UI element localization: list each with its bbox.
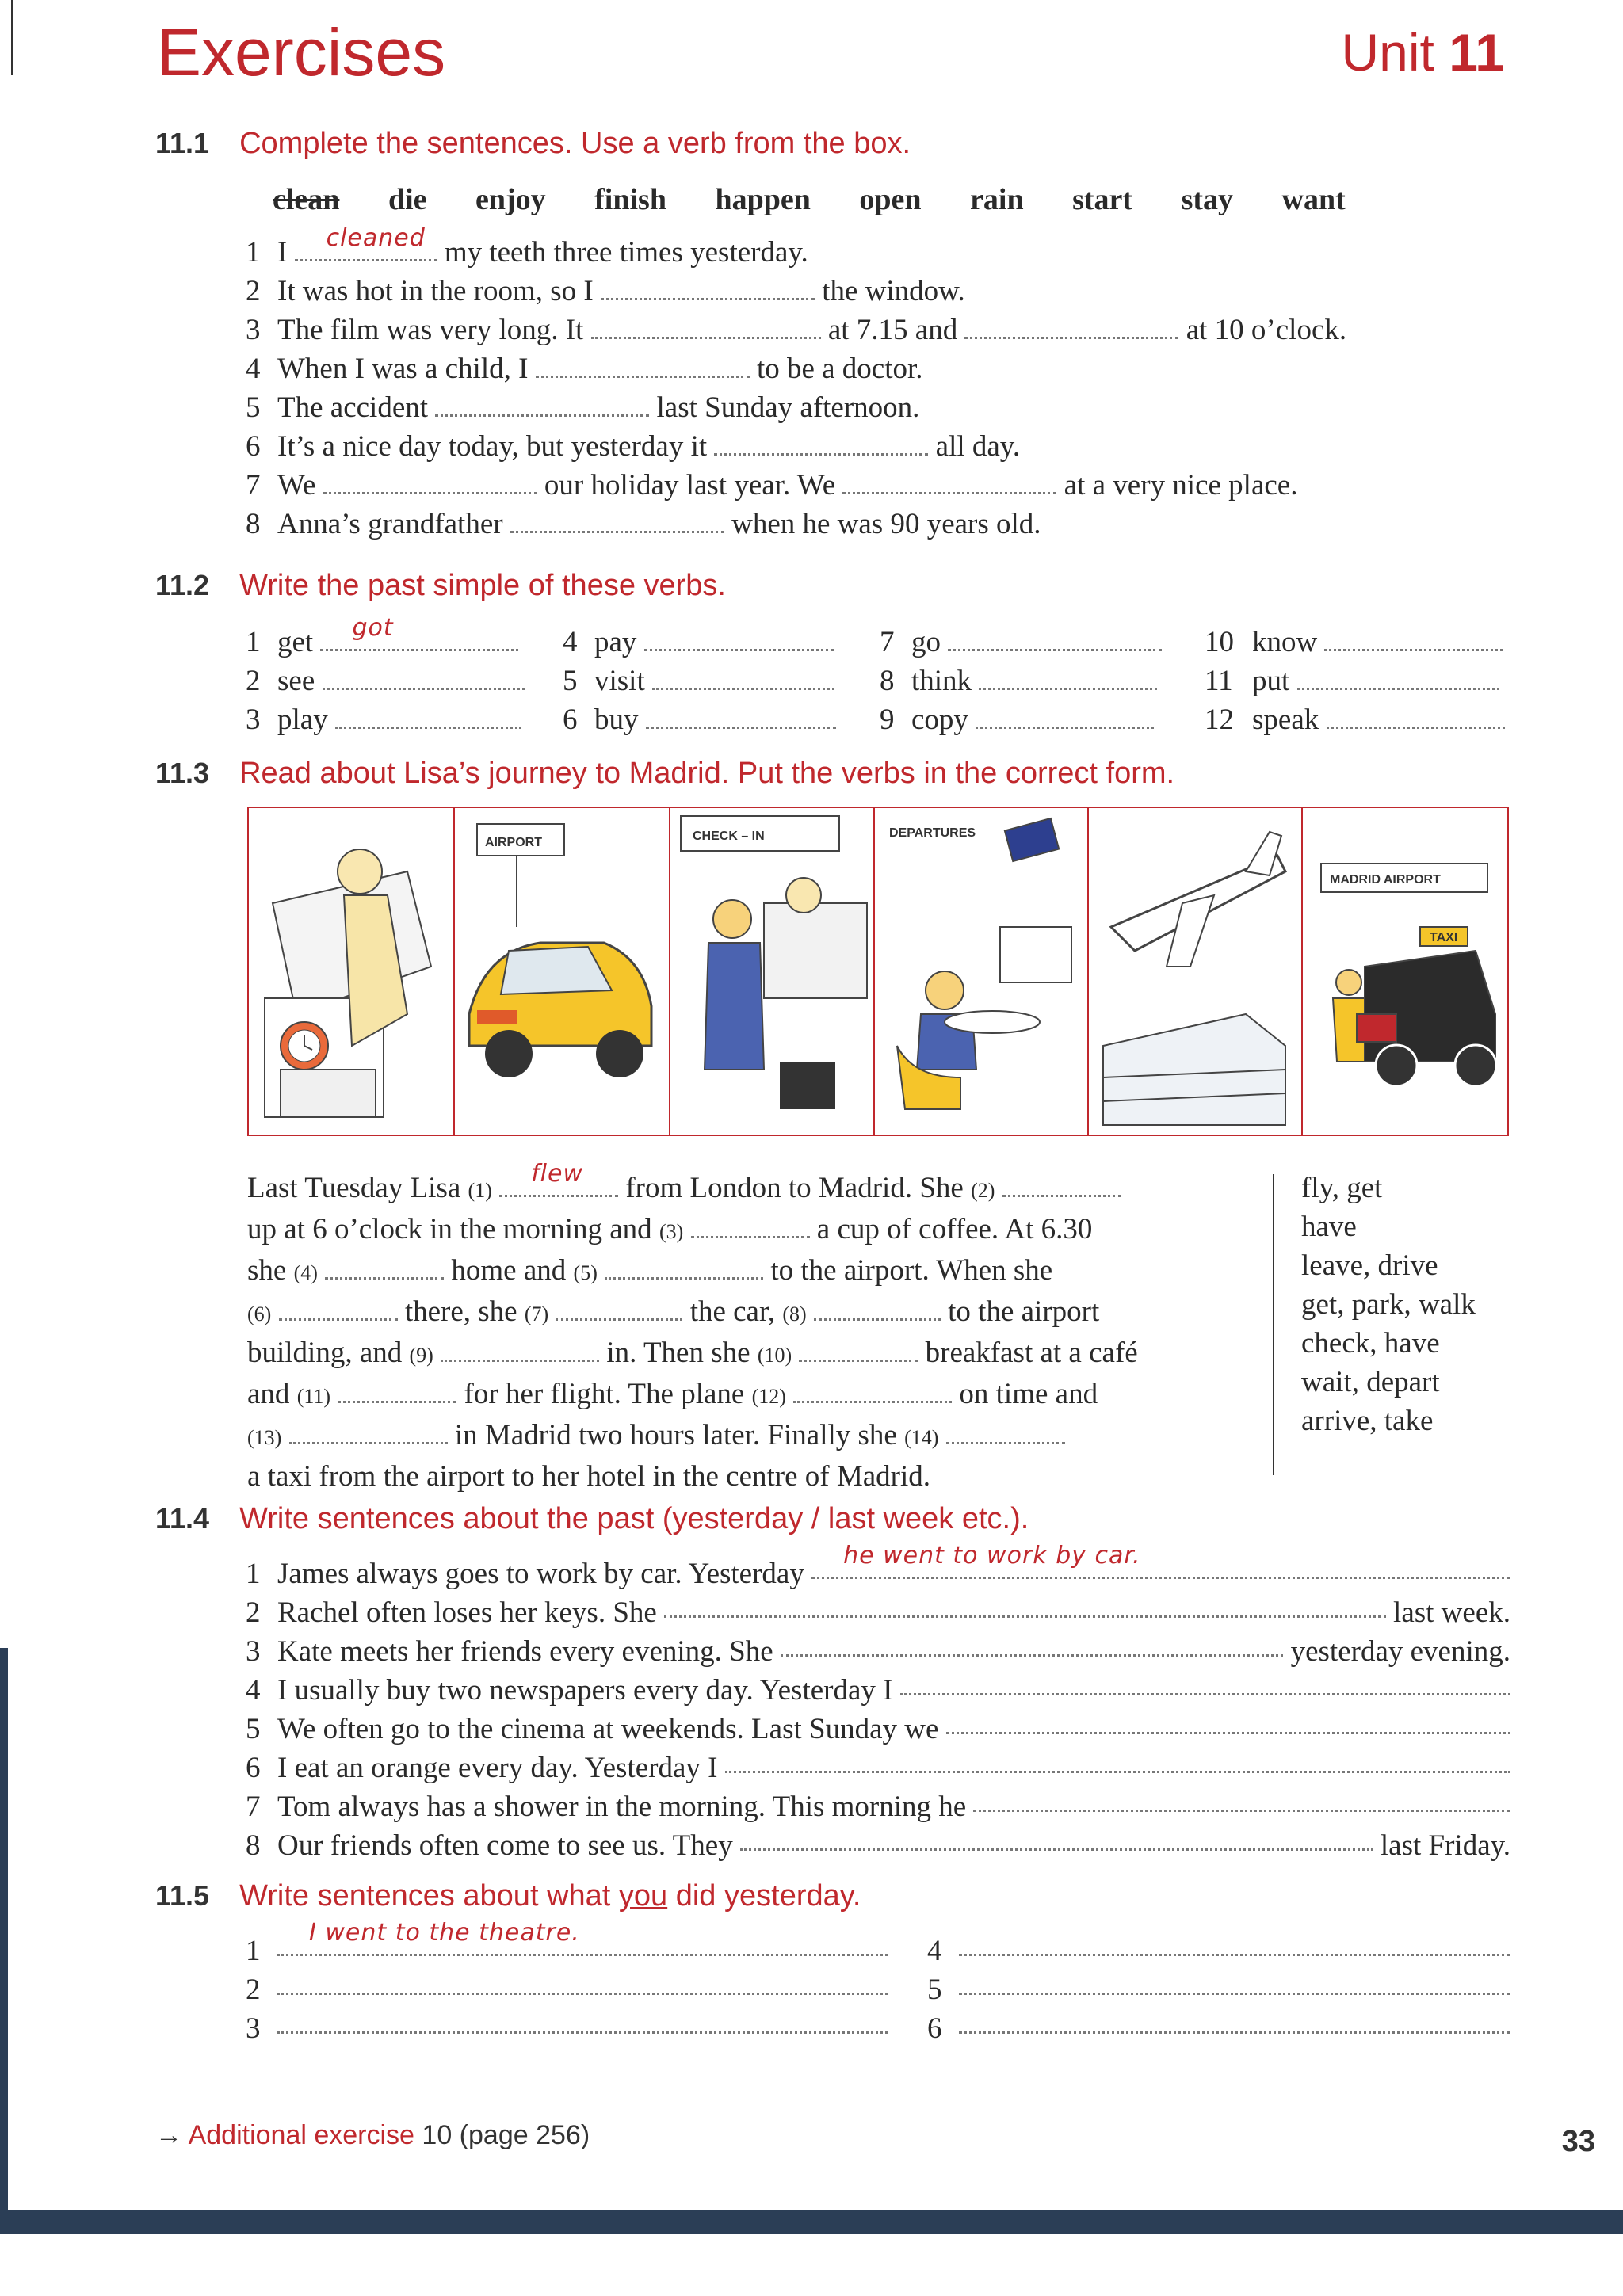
sentence-number: 5	[246, 1713, 261, 1745]
verb-list	[1301, 1169, 1507, 1440]
story-text-part: breakfast at a café	[925, 1337, 1138, 1369]
sentence-text: the window.	[822, 275, 965, 307]
answer-blank[interactable]	[605, 1255, 763, 1280]
airplane-illustration	[1087, 808, 1301, 1135]
answer-blank[interactable]	[946, 1420, 1065, 1444]
story-text-part: she	[247, 1254, 287, 1287]
sentence-text: last week.	[1393, 1596, 1510, 1629]
sentence-text: I	[277, 236, 288, 269]
exercise-header	[155, 757, 1503, 801]
verb: see	[277, 665, 315, 697]
line-number: 5	[927, 1974, 942, 2006]
answer-blank[interactable]	[979, 666, 1157, 690]
line-number: 1	[246, 1935, 261, 1967]
check-in-sign-text: CHECK – IN	[693, 830, 765, 843]
line-number: 6	[927, 2012, 942, 2045]
verb-column	[1205, 623, 1537, 739]
verb: put	[1252, 665, 1290, 697]
answer-blank[interactable]	[900, 1671, 1510, 1695]
answer-blank[interactable]	[338, 1379, 456, 1403]
answer-blank[interactable]	[646, 704, 836, 729]
sentence-text: It’s a nice day today, but yesterday it	[277, 430, 708, 463]
answer-blank[interactable]	[714, 431, 928, 456]
handwritten-answer: got	[352, 614, 394, 642]
item-number: 11	[1205, 665, 1233, 697]
handwritten-answer: flew	[531, 1160, 583, 1188]
answer-blank[interactable]	[964, 315, 1178, 339]
answer-blank[interactable]	[277, 1970, 888, 1995]
answer-blank[interactable]	[959, 1970, 1510, 1995]
sentence-text: my teeth three times yesterday.	[444, 236, 808, 269]
verb-box-word: open	[859, 183, 922, 216]
answer-blank[interactable]	[289, 1420, 448, 1444]
sentence	[246, 224, 1503, 272]
verb: get	[277, 626, 314, 658]
verb: go	[911, 626, 941, 658]
answer-blank[interactable]	[435, 392, 649, 417]
gap-number: (4)	[293, 1261, 318, 1284]
gap-number: (12)	[751, 1385, 786, 1408]
story-line	[247, 1375, 1222, 1416]
exercise-number: 11.2	[155, 569, 210, 601]
item-number: 1	[246, 626, 261, 658]
sentence	[246, 1749, 1510, 1787]
sentence-number: 6	[246, 430, 261, 463]
story-line	[247, 1251, 1222, 1292]
sentence-text: James always goes to work by car. Yesterday	[277, 1558, 804, 1590]
exercise-header	[155, 127, 1503, 171]
answer-blank[interactable]	[793, 1379, 952, 1403]
sentence-text: Kate meets her friends every evening. She	[277, 1635, 773, 1668]
verb-box-word: finish	[594, 183, 666, 216]
sentence-text: at 7.15 and	[827, 314, 958, 346]
answer-blank[interactable]	[691, 1214, 810, 1238]
gap-number: (6)	[247, 1302, 272, 1325]
answer-column	[927, 1932, 1510, 2048]
story-text-part: the car,	[689, 1295, 776, 1328]
unit-label	[1342, 22, 1505, 82]
answer-blank[interactable]	[320, 614, 518, 651]
answer-blank[interactable]	[1327, 704, 1505, 729]
story-text-part: in. Then she	[606, 1337, 750, 1369]
answer-line	[246, 1970, 888, 2009]
departures-cafe-illustration	[873, 808, 1087, 1135]
verb-list-item: get, park, walk	[1301, 1288, 1476, 1321]
verb-item	[1205, 662, 1537, 700]
answer-line	[927, 2009, 1510, 2048]
verb-item	[1205, 700, 1537, 739]
line-number: 3	[246, 2012, 261, 2045]
sentence-number: 7	[246, 469, 261, 502]
answer-blank[interactable]	[441, 1337, 599, 1362]
sentence	[246, 1787, 1510, 1826]
story-text	[247, 1160, 1222, 1496]
answer-blank[interactable]	[842, 470, 1056, 494]
panel-plane	[1087, 808, 1303, 1135]
answer-line	[927, 1970, 1510, 2009]
verb-item	[563, 623, 848, 662]
sentence-text: last Friday.	[1380, 1829, 1510, 1862]
story-text-part: to the airport. When she	[770, 1254, 1053, 1287]
sentence-text: all day.	[935, 430, 1021, 463]
verb-grid	[246, 614, 1503, 742]
item-number: 7	[880, 626, 895, 658]
gap-number: (14)	[904, 1426, 939, 1449]
airport-sign-text: AIRPORT	[485, 836, 542, 849]
answer-column	[246, 1919, 888, 2048]
answer-grid	[246, 1919, 1510, 2050]
sentence-list	[246, 224, 1503, 543]
answer-line	[246, 1919, 888, 1970]
sentence-number: 4	[246, 353, 261, 385]
story-text-part: from London to Madrid. She	[625, 1172, 964, 1204]
verb-list-item: fly, get	[1301, 1172, 1383, 1204]
exercise-11-5	[155, 1879, 1510, 2050]
line-number: 2	[246, 1974, 261, 2006]
sentence-number: 8	[246, 1829, 261, 1862]
item-number: 5	[563, 665, 578, 697]
verb-column	[880, 623, 1197, 739]
unit-word: Unit	[1341, 23, 1434, 82]
story-line	[247, 1160, 1222, 1210]
panel-drive	[453, 808, 670, 1135]
sentence-text: When I was a child, I	[277, 353, 529, 385]
answer-blank[interactable]	[781, 1632, 1283, 1657]
answer-blank[interactable]	[959, 2009, 1510, 2034]
item-number: 8	[880, 665, 895, 697]
sentence-number: 4	[246, 1674, 261, 1707]
item-number: 4	[563, 626, 578, 658]
sentence	[246, 388, 1503, 427]
verb: buy	[594, 704, 639, 736]
gap-number: (3)	[659, 1220, 684, 1243]
story-line	[247, 1333, 1222, 1375]
sentence	[246, 466, 1503, 505]
gap-number: (5)	[573, 1261, 598, 1284]
story-line	[247, 1416, 1222, 1457]
handwritten-answer: I went to the theatre.	[309, 1919, 580, 1947]
verb-box	[273, 182, 1503, 227]
sentence-number: 6	[246, 1752, 261, 1784]
bottom-border	[0, 2210, 1623, 2234]
item-number: 12	[1205, 704, 1234, 736]
sentence-text: Rachel often loses her keys. She	[277, 1596, 657, 1629]
instruction-emphasis: you	[618, 1879, 668, 1913]
story-text-part: to the airport	[948, 1295, 1100, 1328]
left-margin-rule	[11, 0, 13, 75]
verb-item	[246, 662, 531, 700]
story-text-part: up at 6 o’clock in the morning and	[247, 1213, 652, 1245]
answer-blank[interactable]	[556, 1296, 682, 1321]
panel-taxi	[1301, 808, 1506, 1135]
sentence	[246, 272, 1503, 311]
verb: know	[1252, 626, 1318, 658]
exercise-number: 11.5	[155, 1879, 210, 1912]
answer-blank[interactable]	[664, 1593, 1386, 1618]
exercise-11-3	[155, 757, 1503, 801]
verb: copy	[911, 704, 968, 736]
exercise-number: 11.3	[155, 757, 210, 789]
answer-blank[interactable]	[740, 1826, 1373, 1851]
verb-box-word: rain	[970, 183, 1024, 216]
gap-number: (2)	[971, 1179, 995, 1202]
check-in-illustration	[669, 808, 873, 1135]
page-number: 33	[1561, 2125, 1595, 2158]
exercise-instruction: Write sentences about the past (yesterday / last week etc.).	[239, 1502, 1029, 1535]
verb-list-item: arrive, take	[1301, 1405, 1434, 1437]
answer-blank[interactable]	[323, 666, 525, 690]
woman-in-bed-illustration	[249, 808, 453, 1135]
sentence-text: at 10 o’clock.	[1186, 314, 1347, 346]
verb-box-word: happen	[715, 183, 811, 216]
verb-list-item: wait, depart	[1301, 1366, 1440, 1398]
additional-exercise-label: Additional exercise	[188, 2120, 414, 2150]
unit-number: 11	[1449, 23, 1504, 82]
gap-number: (9)	[409, 1344, 433, 1367]
gap-number: (1)	[468, 1179, 492, 1202]
sentence-text: The accident	[277, 391, 429, 424]
item-number: 9	[880, 704, 895, 736]
exercise-instruction: Read about Lisa’s journey to Madrid. Put the verbs in the correct form.	[239, 757, 1175, 790]
answer-blank[interactable]	[1324, 627, 1503, 651]
gap-number: (10)	[757, 1344, 792, 1367]
exercise-header	[155, 1502, 1510, 1547]
gap-number: (13)	[247, 1426, 282, 1449]
sentence-text: our holiday last year. We	[544, 469, 836, 502]
story-text-part: home and	[451, 1254, 567, 1287]
story-text-part: and	[247, 1378, 290, 1410]
verb-item	[880, 662, 1197, 700]
story-line	[247, 1457, 1222, 1496]
sentence-number: 1	[246, 236, 261, 269]
handwritten-answer: cleaned	[326, 224, 426, 252]
gap-number: (11)	[296, 1385, 331, 1408]
verb-item	[246, 700, 531, 739]
answer-blank[interactable]	[652, 666, 834, 690]
sentence-text: I eat an orange every day. Yesterday I	[277, 1752, 718, 1784]
verb-item	[563, 700, 848, 739]
verb-box-word: want	[1281, 183, 1346, 216]
verb: speak	[1252, 704, 1319, 736]
panel-departures	[873, 808, 1089, 1135]
answer-blank[interactable]	[277, 2009, 888, 2034]
answer-blank[interactable]	[279, 1296, 398, 1321]
sentence	[246, 1671, 1510, 1710]
exercise-number: 11.1	[155, 127, 210, 159]
sentence	[246, 1542, 1510, 1593]
answer-blank[interactable]	[591, 315, 821, 339]
verb-box-word: enjoy	[475, 183, 546, 216]
answer-blank[interactable]	[959, 1932, 1510, 1956]
item-number: 3	[246, 704, 261, 736]
verb-item	[880, 700, 1197, 739]
sentence	[246, 1710, 1510, 1749]
verb-item	[563, 662, 848, 700]
answer-blank[interactable]	[325, 1255, 444, 1280]
answer-blank[interactable]	[335, 704, 521, 729]
story-text-part: building, and	[247, 1337, 403, 1369]
story-text-part: a taxi from the airport to her hotel in the centre of Madrid.	[247, 1460, 931, 1493]
answer-blank[interactable]	[814, 1296, 941, 1321]
answer-blank[interactable]	[973, 1787, 1510, 1812]
taxi-illustration	[1301, 808, 1506, 1135]
verb-list-item: have	[1301, 1211, 1357, 1243]
answer-blank[interactable]	[948, 627, 1162, 651]
answer-blank[interactable]	[499, 1160, 618, 1197]
departures-sign-text: DEPARTURES	[889, 826, 976, 840]
additional-exercise-ref: 10 (page 256)	[422, 2120, 590, 2150]
instruction-part: did yesterday.	[675, 1879, 861, 1913]
story-text-part: a cup of coffee. At 6.30	[816, 1213, 1093, 1245]
story-text-part: for her flight. The plane	[464, 1378, 745, 1410]
answer-blank[interactable]	[644, 627, 834, 651]
verb-list-divider	[1273, 1174, 1274, 1475]
answer-line	[246, 2009, 888, 2048]
sentence-text: It was hot in the room, so I	[277, 275, 594, 307]
sentence	[246, 311, 1503, 349]
exercise-number: 11.4	[155, 1502, 210, 1535]
sentence-text: to be a doctor.	[756, 353, 923, 385]
sentence-number: 1	[246, 1558, 261, 1590]
verb-column	[246, 614, 531, 739]
sentence-number: 3	[246, 314, 261, 346]
answer-blank[interactable]	[1297, 666, 1499, 690]
line-number: 4	[927, 1935, 942, 1967]
exercise-instruction: Complete the sentences. Use a verb from the box.	[239, 127, 911, 160]
answer-blank[interactable]	[725, 1749, 1510, 1773]
answer-blank[interactable]	[323, 470, 537, 494]
answer-blank[interactable]	[510, 509, 724, 533]
sentence-list	[246, 1542, 1510, 1865]
exercise-instruction: Write the past simple of these verbs.	[239, 569, 726, 602]
exercise-11-1	[155, 127, 1503, 543]
panel-wake-up	[249, 808, 455, 1135]
answer-blank[interactable]	[946, 1710, 1510, 1734]
answer-blank[interactable]	[1002, 1173, 1121, 1197]
additional-exercise-link[interactable]	[155, 2120, 590, 2151]
sentence-text: We	[277, 469, 316, 502]
arrow-icon: →	[155, 2120, 182, 2150]
sentence	[246, 427, 1503, 466]
sentence-text: yesterday evening.	[1290, 1635, 1510, 1668]
answer-line	[927, 1932, 1510, 1970]
exercise-11-4	[155, 1502, 1510, 1865]
sentence-text: Our friends often come to see us. They	[277, 1829, 733, 1862]
answer-blank[interactable]	[812, 1542, 1510, 1579]
verb-box-word: die	[388, 183, 427, 216]
item-number: 2	[246, 665, 261, 697]
sentence-number: 2	[246, 1596, 261, 1629]
verb: think	[911, 665, 972, 697]
gap-number: (7)	[524, 1302, 549, 1325]
verb-list-item: check, have	[1301, 1327, 1440, 1360]
sentence-number: 7	[246, 1791, 261, 1823]
answer-blank[interactable]	[976, 704, 1154, 729]
verb-column	[563, 623, 848, 739]
answer-blank[interactable]	[601, 276, 815, 300]
sentence-text: last Sunday afternoon.	[656, 391, 920, 424]
story-text-part: Last Tuesday Lisa	[247, 1172, 461, 1204]
item-number: 10	[1205, 626, 1234, 658]
car-illustration	[453, 808, 669, 1135]
verb-box-struck: clean	[273, 183, 340, 216]
story-line	[247, 1292, 1222, 1333]
exercise-11-2	[155, 569, 1503, 742]
verb-item	[880, 623, 1197, 662]
verb-box-word: stay	[1181, 183, 1234, 216]
exercise-instruction	[239, 1879, 861, 1913]
answer-blank[interactable]	[277, 1919, 888, 1956]
illustration-strip	[247, 807, 1509, 1136]
panel-check-in	[669, 808, 875, 1135]
verb-item	[246, 614, 531, 662]
gap-number: (8)	[782, 1302, 807, 1325]
answer-blank[interactable]	[536, 353, 750, 378]
sentence-text: when he was 90 years old.	[731, 508, 1041, 540]
sentence	[246, 349, 1503, 388]
handwritten-answer: he went to work by car.	[843, 1542, 1141, 1569]
sentence-number: 3	[246, 1635, 261, 1668]
verb-item	[1205, 623, 1537, 662]
sentence	[246, 1593, 1510, 1632]
page-title: Exercises	[157, 15, 446, 90]
sentence-text: The film was very long. It	[277, 314, 584, 346]
sentence	[246, 1632, 1510, 1671]
instruction-part: Write sentences about what	[239, 1879, 611, 1913]
sentence	[246, 1826, 1510, 1865]
item-number: 6	[563, 704, 578, 736]
taxi-sign-text: TAXI	[1430, 931, 1458, 944]
sentence-text: We often go to the cinema at weekends. Last Sunday we	[277, 1713, 939, 1745]
verb-box-word: start	[1072, 183, 1133, 216]
answer-blank[interactable]	[295, 224, 437, 261]
sentence	[246, 505, 1503, 543]
answer-blank[interactable]	[799, 1337, 918, 1362]
verb: play	[277, 704, 328, 736]
verb: visit	[594, 665, 645, 697]
story-text-part: there, she	[404, 1295, 517, 1328]
exercise-header	[155, 569, 1503, 613]
verb-list-item: leave, drive	[1301, 1249, 1438, 1282]
verb: pay	[594, 626, 637, 658]
sentence-number: 5	[246, 391, 261, 424]
sentence-number: 2	[246, 275, 261, 307]
sentence-text: Anna’s grandfather	[277, 508, 503, 540]
story-text-part: on time and	[959, 1378, 1098, 1410]
sentence-text: I usually buy two newspapers every day. Yesterday I	[277, 1674, 893, 1707]
story-text-part: in Madrid two hours later. Finally she	[454, 1419, 897, 1451]
sentence-text: at a very nice place.	[1064, 469, 1298, 502]
sentence-number: 8	[246, 508, 261, 540]
madrid-airport-sign-text: MADRID AIRPORT	[1330, 873, 1441, 887]
story-line	[247, 1210, 1222, 1251]
sentence-text: Tom always has a shower in the morning. This morning he	[277, 1791, 967, 1823]
left-binding-edge	[0, 1648, 8, 2234]
